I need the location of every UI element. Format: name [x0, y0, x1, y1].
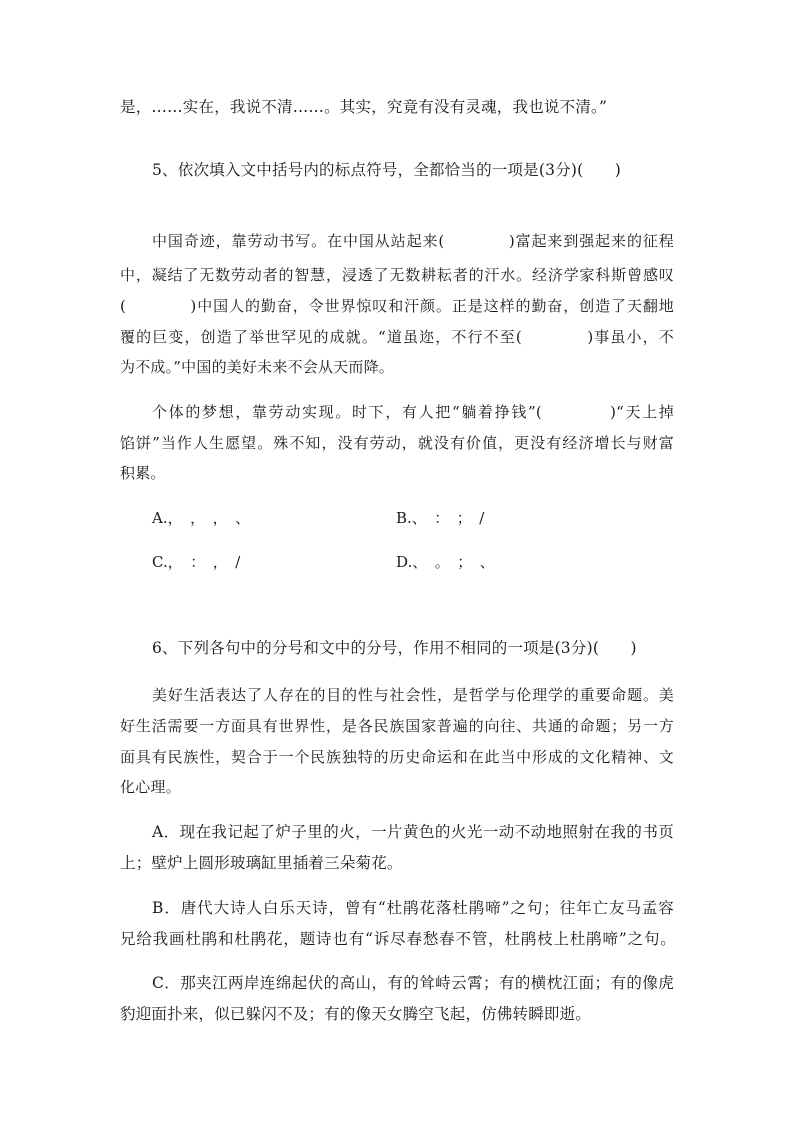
q5-passage2-line: 个体的梦想，靠劳动实现。时下，有人把“躺着挣钱”( )“天上掉	[152, 403, 674, 421]
q5-passage-line: 中，凝结了无数劳动者的智慧，浸透了无数耕耘者的汗水。经济学家科斯曾感叹	[120, 266, 674, 284]
q5-title: 5、依次填入文中括号内的标点符号，全都恰当的一项是(3分)( )	[152, 161, 622, 179]
q6-option-b-line: 兄给我画杜鹃和杜鹃花，题诗也有“诉尽春愁春不管，杜鹃枝上杜鹃啼”之句。	[120, 930, 676, 948]
q5-passage2-line: 馅饼”当作人生愿望。殊不知，没有劳动，就没有价值，更没有经济增长与财富	[120, 434, 674, 452]
q5-option-b: B.、 ： ； /	[396, 509, 485, 527]
q6-passage-line: 好生活需要一方面具有世界性，是各民族国家普遍的向往、共通的命题；另一方	[120, 717, 674, 735]
q6-passage-line: 化心理。	[120, 778, 181, 796]
q6-option-b-line: B．唐代大诗人白乐天诗，曾有“杜鹃花落杜鹃啼”之句；往年亡友马孟容	[152, 899, 674, 917]
intro-line: 是，……实在，我说不清……。其实，究竟有没有灵魂，我也说不清。”	[120, 98, 608, 116]
q6-option-a-line: 上；壁炉上圆形玻璃缸里插着三朵菊花。	[120, 854, 403, 872]
q5-passage-line: ( )中国人的勤奋，令世界惊叹和汗颜。正是这样的勤奋，创造了天翻地	[120, 297, 674, 315]
q5-option-d: D.、 。 ； 、	[396, 553, 495, 571]
q5-option-a: A.， ， ， 、	[152, 509, 251, 527]
q5-option-c: C.， ： ， /	[152, 553, 241, 571]
q6-option-c-line: 豹迎面扑来，似已躲闪不及；有的像天女腾空飞起，仿佛转瞬即逝。	[120, 1005, 592, 1023]
q5-passage-line: 中国奇迹，靠劳动书写。在中国从站起来( )富起来到强起来的征程	[152, 232, 674, 250]
q5-passage2-line: 积累。	[120, 464, 166, 482]
q6-passage-line: 面具有民族性，契合于一个民族独特的历史命运和在此当中形成的文化精神、文	[120, 748, 674, 766]
q6-option-a-line: A．现在我记起了炉子里的火，一片黄色的火光一动不动地照射在我的书页	[152, 823, 674, 841]
q6-option-c-line: C．那夹江两岸连绵起伏的高山，有的耸峙云霄；有的横枕江面；有的像虎	[152, 974, 674, 992]
q6-title: 6、下列各句中的分号和文中的分号，作用不相同的一项是(3分)( )	[152, 639, 637, 657]
q5-passage-line: 为不成。”中国的美好未来不会从天而降。	[120, 358, 394, 376]
q5-passage-line: 覆的巨变，创造了举世罕见的成就。“道虽迩，不行不至( )事虽小，不	[120, 328, 674, 346]
q6-passage-line: 美好生活表达了人存在的目的性与社会性，是哲学与伦理学的重要命题。美	[152, 686, 674, 704]
